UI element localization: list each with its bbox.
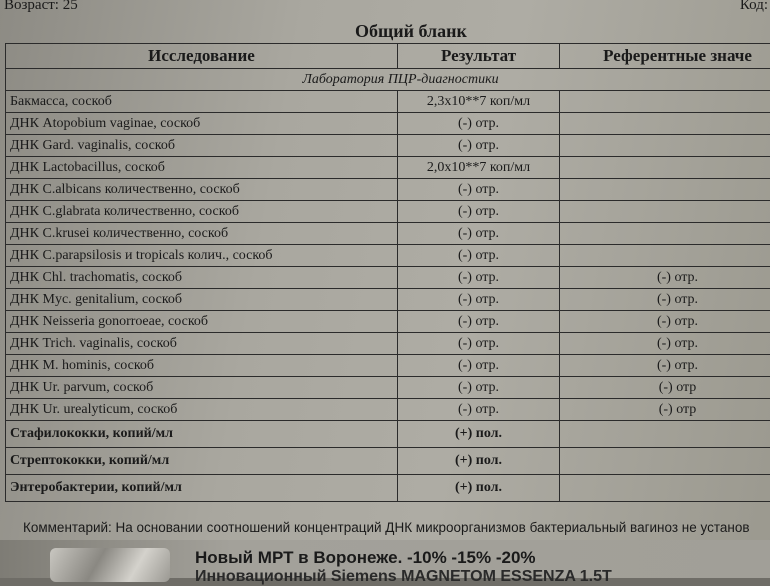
column-header-reference: Референтные значе xyxy=(560,44,770,69)
result-cell: 2,3x10**7 коп/мл xyxy=(398,91,560,113)
reference-cell: (-) отр. xyxy=(560,289,770,311)
test-name-cell: ДНК Chl. trachomatis, соскоб xyxy=(6,267,398,289)
test-name-cell: Энтеробактерии, копий/мл xyxy=(6,475,398,502)
table-header-row xyxy=(6,44,770,69)
lab-section-row xyxy=(6,69,770,91)
ad-subline[interactable]: Инновационный Siemens MAGNETOM ESSENZA 1.5T xyxy=(195,568,612,586)
test-name-cell: ДНК Lactobacillus, соскоб xyxy=(6,157,398,179)
reference-cell: (-) отр. xyxy=(560,267,770,289)
column-header-result: Результат xyxy=(398,44,560,69)
reference-cell: (-) отр. xyxy=(560,355,770,377)
form-title: Общий бланк xyxy=(355,21,467,42)
test-name-cell: ДНК C.parapsilosis и tropicals колич., соскоб xyxy=(6,245,398,267)
table-row xyxy=(6,448,770,475)
result-cell: (+) пол. xyxy=(398,475,560,502)
table-row xyxy=(6,355,770,377)
column-header-test: Исследование xyxy=(6,44,398,69)
reference-cell xyxy=(560,421,770,448)
reference-cell: (-) отр xyxy=(560,399,770,421)
table-row xyxy=(6,179,770,201)
table-row xyxy=(6,377,770,399)
lab-section-label: Лаборатория ПЦР-диагностики xyxy=(6,69,770,91)
result-cell: (-) отр. xyxy=(398,113,560,135)
table-row xyxy=(6,223,770,245)
table-row xyxy=(6,267,770,289)
test-name-cell: Стрептококки, копий/мл xyxy=(6,448,398,475)
test-name-cell: ДНК Trich. vaginalis, соскоб xyxy=(6,333,398,355)
result-cell: (+) пол. xyxy=(398,448,560,475)
result-cell: 2,0x10**7 коп/мл xyxy=(398,157,560,179)
table-row xyxy=(6,135,770,157)
reference-cell xyxy=(560,448,770,475)
patient-age: Возраст: 25 xyxy=(4,0,78,14)
reference-cell xyxy=(560,245,770,267)
reference-cell xyxy=(560,179,770,201)
ad-image xyxy=(50,548,170,582)
table-row xyxy=(6,91,770,113)
result-cell: (-) отр. xyxy=(398,135,560,157)
table-row xyxy=(6,399,770,421)
test-name-cell: ДНК Ur. parvum, соскоб xyxy=(6,377,398,399)
test-name-cell: Стафилококки, копий/мл xyxy=(6,421,398,448)
comment-text: Комментарий: На основании соотношений концентраций ДНК микроорганизмов бактериальный вагиноз не установ xyxy=(23,520,750,535)
table-row xyxy=(6,289,770,311)
code-label: Код: xyxy=(740,0,768,14)
result-cell: (-) отр. xyxy=(398,311,560,333)
test-name-cell: ДНК Myc. genitalium, соскоб xyxy=(6,289,398,311)
table-row xyxy=(6,157,770,179)
table-row xyxy=(6,245,770,267)
result-cell: (-) отр. xyxy=(398,201,560,223)
table-row xyxy=(6,311,770,333)
result-cell: (+) пол. xyxy=(398,421,560,448)
result-cell: (-) отр. xyxy=(398,355,560,377)
reference-cell: (-) отр. xyxy=(560,311,770,333)
table-row xyxy=(6,113,770,135)
result-cell: (-) отр. xyxy=(398,179,560,201)
result-cell: (-) отр. xyxy=(398,377,560,399)
results-table xyxy=(5,43,770,502)
result-cell: (-) отр. xyxy=(398,245,560,267)
test-name-cell: ДНК Gard. vaginalis, соскоб xyxy=(6,135,398,157)
reference-cell xyxy=(560,223,770,245)
reference-cell xyxy=(560,113,770,135)
result-cell: (-) отр. xyxy=(398,223,560,245)
test-name-cell: Бакмасса, соскоб xyxy=(6,91,398,113)
reference-cell: (-) отр xyxy=(560,377,770,399)
test-name-cell: ДНК M. hominis, соскоб xyxy=(6,355,398,377)
table-row xyxy=(6,201,770,223)
reference-cell xyxy=(560,135,770,157)
table-row xyxy=(6,421,770,448)
table-row xyxy=(6,333,770,355)
test-name-cell: ДНК C.krusei количественно, соскоб xyxy=(6,223,398,245)
result-cell: (-) отр. xyxy=(398,267,560,289)
reference-cell xyxy=(560,201,770,223)
reference-cell xyxy=(560,91,770,113)
test-name-cell: ДНК C.albicans количественно, соскоб xyxy=(6,179,398,201)
reference-cell xyxy=(560,475,770,502)
test-name-cell: ДНК Neisseria gonorroeae, соскоб xyxy=(6,311,398,333)
table-row xyxy=(6,475,770,502)
result-cell: (-) отр. xyxy=(398,333,560,355)
reference-cell: (-) отр. xyxy=(560,333,770,355)
result-cell: (-) отр. xyxy=(398,289,560,311)
test-name-cell: ДНК C.glabrata количественно, соскоб xyxy=(6,201,398,223)
test-name-cell: ДНК Ur. urealyticum, соскоб xyxy=(6,399,398,421)
test-name-cell: ДНК Atopobium vaginae, соскоб xyxy=(6,113,398,135)
reference-cell xyxy=(560,157,770,179)
ad-headline[interactable]: Новый МРТ в Воронеже. -10% -15% -20% xyxy=(195,548,536,568)
result-cell: (-) отр. xyxy=(398,399,560,421)
